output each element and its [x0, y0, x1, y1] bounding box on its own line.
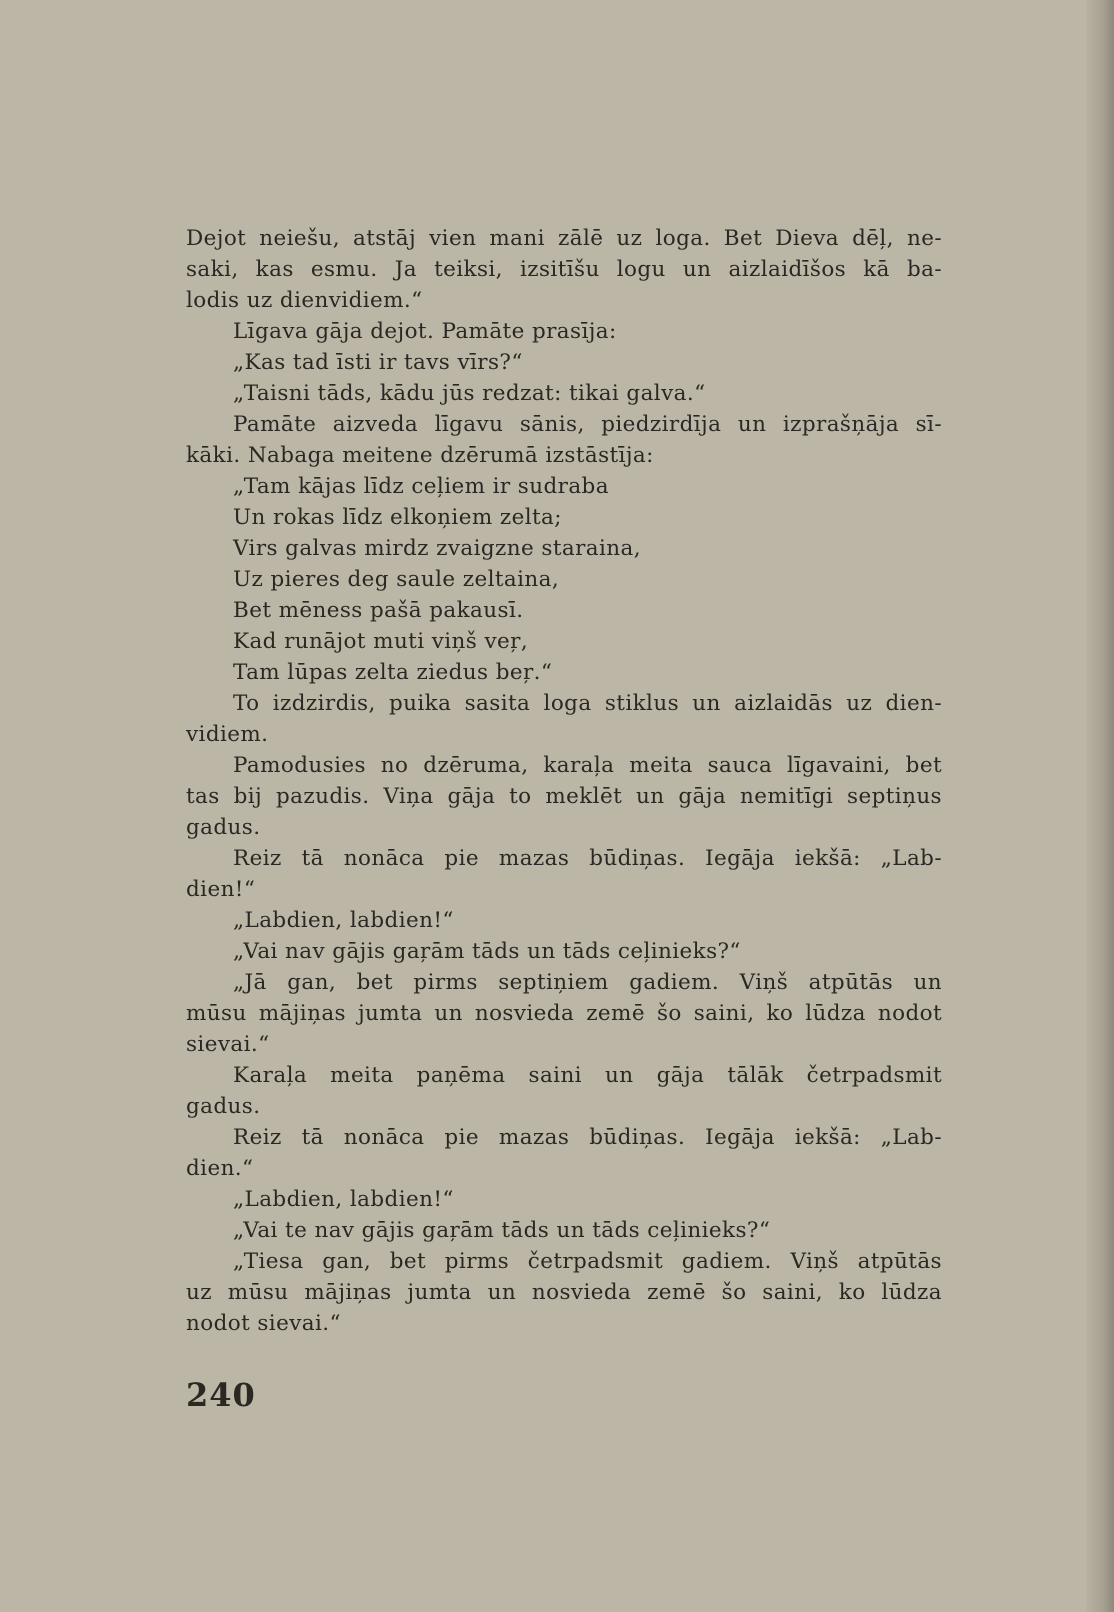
- text-line: sievai.“: [186, 1032, 270, 1057]
- text-line: „Vai nav gājis gaŗām tāds un tāds ceļinieks?“: [233, 939, 741, 964]
- text-line: mūsu mājiņas jumta un nosvieda zemē šo saini, ko lūdza nodot: [186, 1001, 942, 1026]
- text-line: lodis uz dienvidiem.“: [186, 288, 423, 313]
- text-line: Bet mēness pašā pakausī.: [233, 598, 524, 623]
- text-line: tas bij pazudis. Viņa gāja to meklēt un gāja nemitīgi septiņus: [186, 784, 942, 809]
- text-line: „Vai te nav gājis gaŗām tāds un tāds ceļinieks?“: [233, 1218, 771, 1243]
- text-line: dien!“: [186, 877, 256, 902]
- text-line: To izdzirdis, puika sasita loga stiklus un aizlaidās uz dien-: [233, 691, 942, 716]
- text-line: Līgava gāja dejot. Pamāte prasīja:: [233, 319, 617, 344]
- page-number: 240: [186, 1376, 256, 1414]
- text-line: vidiem.: [186, 722, 269, 747]
- text-line: „Tam kājas līdz ceļiem ir sudraba: [233, 474, 609, 499]
- text-line: „Labdien, labdien!“: [233, 1187, 454, 1212]
- text-line: „Kas tad īsti ir tavs vīrs?“: [233, 350, 523, 375]
- text-line: Virs galvas mirdz zvaigzne staraina,: [233, 536, 641, 561]
- body-text: [186, 223, 942, 1339]
- text-line: Kad runājot muti viņš veŗ,: [233, 629, 529, 654]
- text-line: „Taisni tāds, kādu jūs redzat: tikai galva.“: [233, 381, 706, 406]
- text-line: gadus.: [186, 1094, 261, 1119]
- text-line: Reiz tā nonāca pie mazas būdiņas. Iegāja iekšā: „Lab-: [233, 1125, 942, 1150]
- text-line: nodot sievai.“: [186, 1311, 341, 1336]
- text-line: Dejot neiešu, atstāj vien mani zālē uz loga. Bet Dieva dēļ, ne-: [186, 226, 942, 251]
- text-line: Karaļa meita paņēma saini un gāja tālāk četrpadsmit: [233, 1063, 942, 1088]
- text-line: Uz pieres deg saule zeltaina,: [233, 567, 560, 592]
- text-line: gadus.: [186, 815, 261, 840]
- text-line: Un rokas līdz elkoņiem zelta;: [233, 505, 562, 530]
- text-line: saki, kas esmu. Ja teiksi, izsitīšu logu un aizlaidīšos kā ba-: [186, 257, 942, 282]
- text-line: „Jā gan, bet pirms septiņiem gadiem. Viņš atpūtās un: [233, 970, 942, 995]
- text-line: Pamodusies no dzēruma, karaļa meita sauca līgavaini, bet: [233, 753, 942, 778]
- text-line: „Labdien, labdien!“: [233, 908, 454, 933]
- text-line: Reiz tā nonāca pie mazas būdiņas. Iegāja iekšā: „Lab-: [233, 846, 942, 871]
- text-line: „Tiesa gan, bet pirms četrpadsmit gadiem. Viņš atpūtās: [233, 1249, 942, 1274]
- text-line: uz mūsu mājiņas jumta un nosvieda zemē šo saini, ko lūdza: [186, 1280, 942, 1305]
- text-line: kāki. Nabaga meitene dzērumā izstāstīja:: [186, 443, 654, 468]
- text-line: Tam lūpas zelta ziedus beŗ.“: [233, 660, 553, 685]
- text-line: Pamāte aizveda līgavu sānis, piedzirdīja un izprašņāja sī-: [233, 412, 942, 437]
- page-edge-shadow: [1086, 0, 1114, 1612]
- text-line: dien.“: [186, 1156, 254, 1181]
